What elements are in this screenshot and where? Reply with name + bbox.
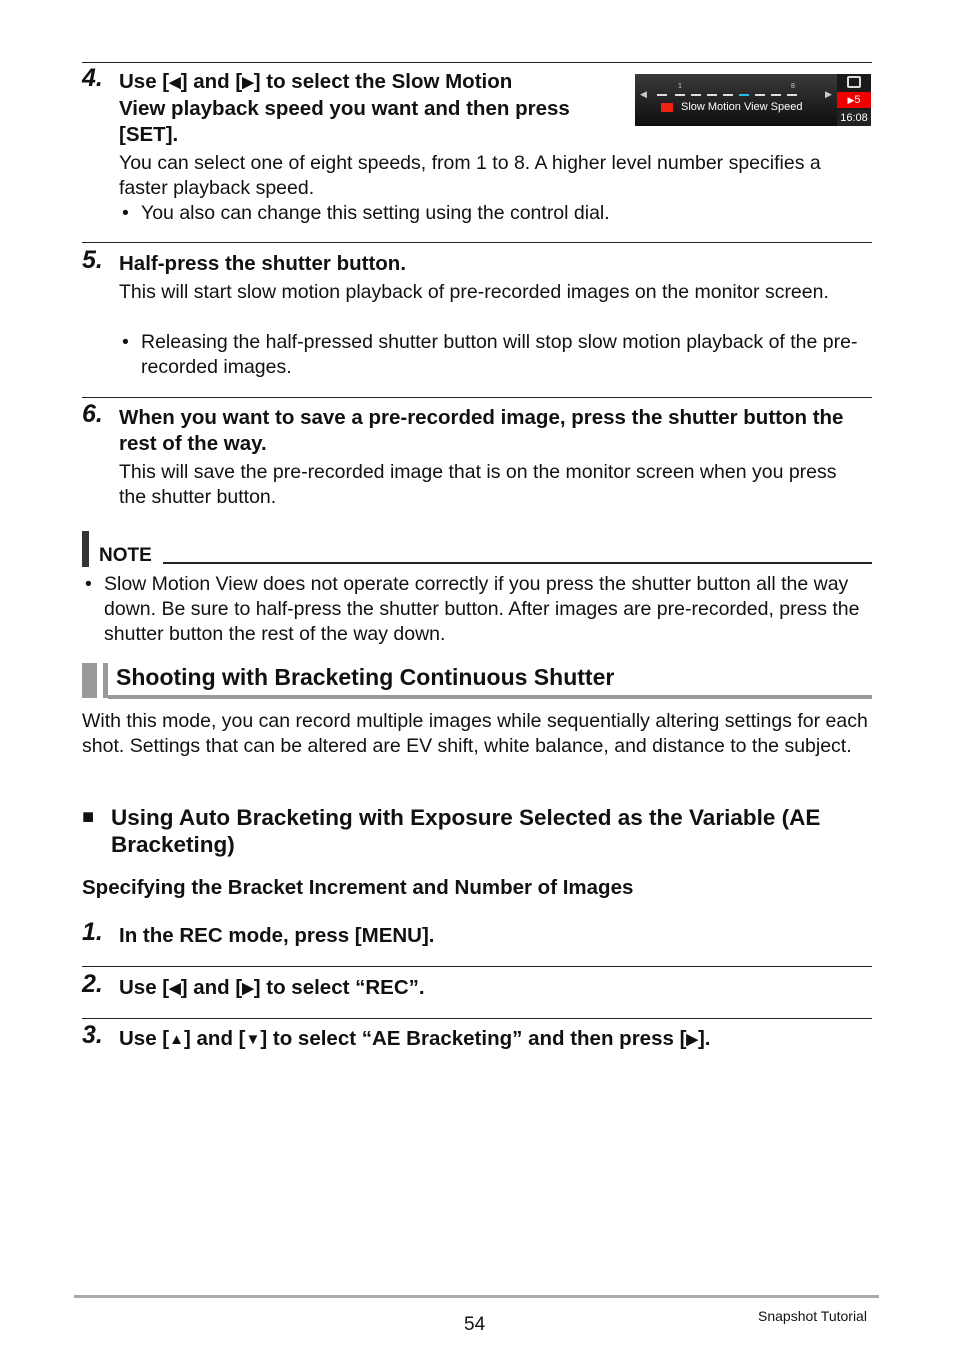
divider [82, 397, 872, 398]
speed-tick [707, 94, 717, 96]
step-heading: Use [▲] and [▼] to select “AE Bracketing” and then press [▶]. [119, 1026, 869, 1053]
step-number: 2. [82, 970, 103, 998]
note-rule [163, 562, 872, 564]
subsection-subhead: Specifying the Bracket Increment and Number of Images [82, 876, 634, 899]
speed-tick [771, 94, 781, 96]
step-heading: In the REC mode, press [MENU]. [119, 924, 435, 947]
step-body: You can select one of eight speeds, from 1 to 8. A higher level number specifies a faster playback speed. [119, 152, 821, 199]
step-heading: When you want to save a pre-recorded image, press the shutter button the rest of the way. [119, 406, 844, 455]
step-body: This will start slow motion playback of pre-recorded images on the monitor screen. [119, 281, 829, 303]
up-arrow-icon: ▲ [169, 1031, 184, 1048]
step-heading: Use [◀] and [▶] to select “REC”. [119, 975, 869, 1002]
bullet-icon: • [85, 573, 92, 595]
footer-rule [74, 1295, 879, 1298]
section-marker [103, 663, 108, 698]
section-intro: With this mode, you can record multiple images while sequentially altering settings for each shot. Settings that can be altered are EV shift, white balance, and distance to the subject. [82, 710, 868, 757]
note-label: NOTE [99, 545, 152, 566]
divider [82, 1018, 872, 1019]
left-arrow-icon: ◀ [640, 89, 647, 99]
right-arrow-icon: ▶ [825, 89, 832, 99]
divider [82, 242, 872, 243]
down-arrow-icon: ▼ [245, 1031, 261, 1048]
scale-start: 1 [678, 83, 682, 90]
square-bullet-icon: ■ [82, 806, 95, 828]
speed-tick-selected [739, 94, 749, 96]
footer-section: Snapshot Tutorial [758, 1308, 867, 1324]
speed-tick [723, 94, 733, 96]
step-number: 3. [82, 1021, 103, 1049]
section-marker [82, 663, 97, 698]
bullet-icon: • [122, 202, 129, 224]
page-number: 54 [464, 1314, 486, 1335]
scale-end: 8 [791, 83, 795, 90]
step-number: 6. [82, 400, 103, 428]
step-number: 5. [82, 246, 103, 274]
step-heading: Half-press the shutter button. [119, 252, 407, 275]
speed-tick [787, 94, 797, 96]
divider [82, 62, 872, 63]
section-title: Shooting with Bracketing Continuous Shutter [116, 664, 615, 690]
speed-tick [691, 94, 701, 96]
camera-icon [847, 76, 861, 88]
step-body: This will save the pre-recorded image that is on the monitor screen when you press the shutter button. [119, 461, 837, 508]
left-arrow-icon: ◀ [169, 74, 181, 91]
right-arrow-icon: ▶ [686, 1031, 698, 1048]
speed-bar [635, 74, 837, 126]
time-display: 16:08 [837, 110, 871, 126]
right-arrow-icon: ▶ [242, 980, 254, 997]
slow-motion-icon [661, 103, 673, 112]
bullet-icon: • [122, 331, 129, 353]
subsection-title: Using Auto Bracketing with Exposure Selected as the Variable (AE Bracketing) [111, 805, 821, 857]
step-number: 4. [82, 64, 103, 92]
camera-screen-image [635, 74, 871, 126]
left-arrow-icon: ◀ [169, 980, 181, 997]
step-number: 1. [82, 918, 103, 946]
step-heading: Use [◀] and [▶] to select the Slow Motion View playback speed you want and then press [SET]. [119, 70, 570, 146]
speed-tick [755, 94, 765, 96]
speed-tick [675, 94, 685, 96]
right-arrow-icon: ▶ [242, 74, 254, 91]
speed-indicator: ▶5 [837, 92, 871, 108]
divider [82, 966, 872, 967]
note-marker [82, 531, 89, 567]
speed-tick [657, 94, 667, 96]
screen-label: Slow Motion View Speed [681, 101, 803, 113]
section-rule [108, 695, 872, 699]
